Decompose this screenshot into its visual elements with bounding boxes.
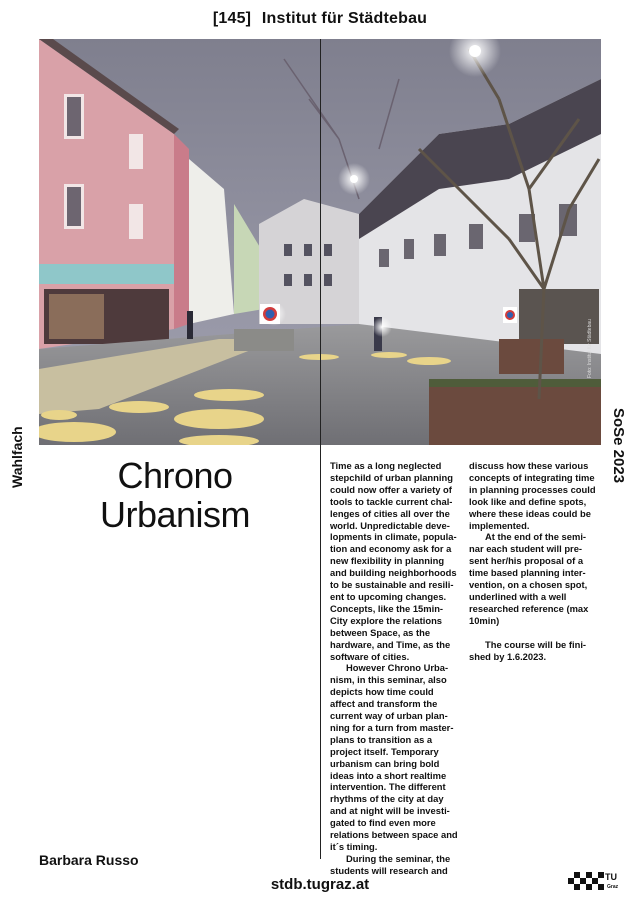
page-title <box>70 456 280 534</box>
column-divider <box>320 39 321 859</box>
institute-name: Institut für Städtebau <box>261 10 428 27</box>
paragraph: During the seminar, the students will research and <box>330 852 451 876</box>
body-column-2 <box>469 460 597 663</box>
author-name: Barbara Russo <box>39 852 139 868</box>
body-column-1 <box>330 460 458 877</box>
logo-subtext: Graz <box>607 884 619 890</box>
title-line-2: Urbanism <box>99 494 251 535</box>
course-type-label: Wahlfach <box>9 426 25 488</box>
photo-credit: Foto: Institut für Städtebau <box>587 319 593 378</box>
paragraph: At the end of the semi-nar each student will pre-sent her/his proposal of a time based planning inter-vention, on a chosen spot, underlined with a well researched reference (max 10min) <box>469 531 589 626</box>
website-link[interactable]: stdb.tugraz.at <box>270 876 370 893</box>
paragraph: However Chrono Urba-nism, in this seminar, also depicts how time could affect and transform the current way of urban plan-ning for a turn from master-plans to transition as a project itself. Temporary urbanism can bring bold ideas into a short realtime intervention. The different rhythms of the city at day and at night will be investi-gated to find even more relations between space and it´s timing. <box>330 662 458 852</box>
title-line-1: Chrono <box>117 455 233 496</box>
logo-text: TU <box>605 872 617 882</box>
semester-label: SoSe 2023 <box>610 408 627 484</box>
paragraph: Time as a long neglected stepchild of urban planning could now offer a variety of tools to tackle current chal-lenges of cities all over the world. Unpredictable deve-lopments in climate, popula-tion and economy ask for a new flexibility in planning and building neighborhoods to be sustainable and resili-ent to upcoming changes. Concepts, like the 15min-City explore the relations between Space, as the hardware, and Time, as the software of cities. <box>330 460 457 662</box>
paragraph: discuss how these various concepts of integrating time in planning processes could look like and define spots, where these ideas could be implemented. <box>469 460 596 531</box>
paragraph: The course will be fini-shed by 1.6.2023. <box>469 638 587 662</box>
issue-number: [145] <box>212 10 252 27</box>
page-header <box>0 10 640 28</box>
